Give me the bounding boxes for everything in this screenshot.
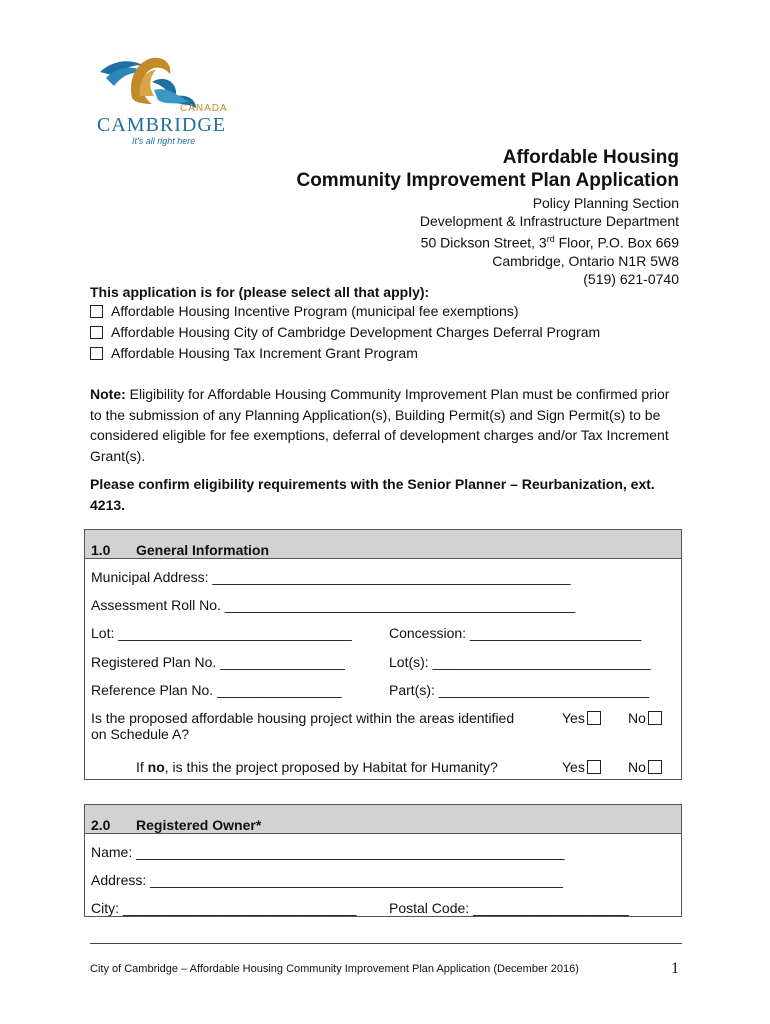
section-title: General Information [136, 542, 270, 558]
option-tax-increment-program[interactable]: Affordable Housing Tax Increment Grant Program [90, 345, 418, 361]
option-dc-deferral-program[interactable]: Affordable Housing City of Cambridge Development Charges Deferral Program [90, 324, 600, 340]
address-line3: 50 Dickson Street, 3rd Floor, P.O. Box 669 [420, 234, 679, 251]
registered-plan-field[interactable]: Registered Plan No. ________________ [91, 654, 345, 670]
parts-field[interactable]: Part(s): ___________________________ [389, 682, 650, 698]
section-general-information [84, 529, 682, 780]
concession-field[interactable]: Concession: ______________________ [389, 625, 642, 641]
owner-name-field[interactable]: Name: _______________________________________________________ [91, 844, 565, 860]
checkbox-icon[interactable] [90, 347, 103, 360]
assessment-roll-field[interactable]: Assessment Roll No. _____________________________________________ [91, 597, 576, 613]
address-line2: Development & Infrastructure Department [419, 213, 679, 229]
eligibility-note: Note: Eligibility for Affordable Housing Community Improvement Plan must be confirmed prior to the submission of any Planning Application(s), Building Permit(s) and Sign Permit(s) to be considered eligible for fee exemptions, deferral of development charges and/or Tax Increment Grant(s). [90, 386, 670, 464]
owner-address-field[interactable]: Address: _____________________________________________________ [91, 872, 563, 888]
owner-city-field[interactable]: City: ______________________________ [91, 900, 357, 916]
section-number: 2.0 [91, 817, 111, 833]
address-line1: Policy Planning Section [532, 195, 679, 211]
checkbox-icon[interactable] [648, 711, 662, 725]
section-header [85, 530, 681, 559]
footer-text: City of Cambridge – Affordable Housing Community Improvement Plan Application (December 2016) [90, 963, 579, 975]
page-title-line1: Affordable Housing [502, 147, 679, 168]
footer-divider [90, 943, 682, 944]
confirm-eligibility-text: Please confirm eligibility requirements with the Senior Planner – Reurbanization, ext. 4213. [90, 476, 655, 513]
application-heading: This application is for (please select all that apply): [90, 284, 430, 300]
schedule-a-no[interactable]: No [628, 710, 662, 726]
logo-country: CANADA [180, 103, 228, 114]
habitat-no[interactable]: No [628, 759, 662, 775]
checkbox-icon[interactable] [587, 711, 601, 725]
logo-tagline: It's all right here [132, 136, 196, 146]
page-number: 1 [671, 960, 679, 977]
municipal-address-field[interactable]: Municipal Address: ______________________________________________ [91, 569, 571, 585]
option-incentive-program[interactable]: Affordable Housing Incentive Program (municipal fee exemptions) [90, 303, 519, 319]
checkbox-icon[interactable] [587, 760, 601, 774]
checkbox-icon[interactable] [90, 326, 103, 339]
department-address [420, 194, 679, 288]
section-header [85, 805, 681, 834]
checkbox-icon[interactable] [648, 760, 662, 774]
schedule-a-yes[interactable]: Yes [562, 710, 601, 726]
schedule-a-question: Is the proposed affordable housing project within the areas identified on Schedule A? [91, 710, 515, 742]
section-registered-owner [84, 804, 682, 917]
owner-postal-code-field[interactable]: Postal Code: ____________________ [389, 900, 629, 916]
page-title-line2: Community Improvement Plan Application [296, 170, 679, 191]
habitat-yes[interactable]: Yes [562, 759, 601, 775]
lots-field[interactable]: Lot(s): ____________________________ [389, 654, 651, 670]
reference-plan-field[interactable]: Reference Plan No. ________________ [91, 682, 342, 698]
address-line4: Cambridge, Ontario N1R 5W8 [492, 252, 679, 269]
checkbox-icon[interactable] [90, 305, 103, 318]
lot-field[interactable]: Lot: ______________________________ [91, 625, 352, 641]
section-number: 1.0 [91, 542, 111, 558]
habitat-question: If no, is this the project proposed by Habitat for Humanity? [136, 759, 498, 775]
section-title: Registered Owner* [136, 817, 262, 833]
logo-city: CAMBRIDGE [97, 114, 227, 136]
address-line5: (519) 621-0740 [583, 270, 679, 287]
